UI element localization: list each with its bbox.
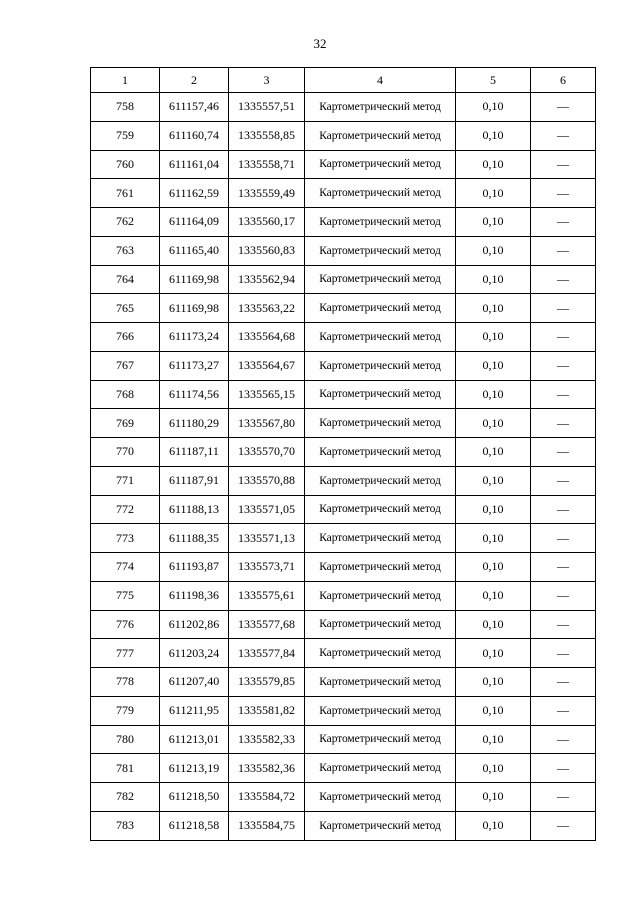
point-number-cell: 771 <box>91 466 160 495</box>
accuracy-cell: 0,10 <box>456 783 531 812</box>
y-coordinate-cell: 1335582,36 <box>229 754 305 783</box>
table-header <box>91 68 596 93</box>
description-cell: — <box>531 265 596 294</box>
description-cell: — <box>531 380 596 409</box>
point-number-cell: 764 <box>91 265 160 294</box>
table-row <box>91 495 596 524</box>
table-row <box>91 409 596 438</box>
table-row <box>91 466 596 495</box>
table-row <box>91 236 596 265</box>
x-coordinate-cell: 611157,46 <box>160 93 229 122</box>
y-coordinate-cell: 1335560,83 <box>229 236 305 265</box>
description-cell: — <box>531 495 596 524</box>
description-cell: — <box>531 725 596 754</box>
description-cell: — <box>531 581 596 610</box>
description-cell: — <box>531 524 596 553</box>
point-number-cell: 774 <box>91 553 160 582</box>
accuracy-cell: 0,10 <box>456 725 531 754</box>
point-number-cell: 758 <box>91 93 160 122</box>
point-number-cell: 782 <box>91 783 160 812</box>
x-coordinate-cell: 611187,91 <box>160 466 229 495</box>
description-cell: — <box>531 639 596 668</box>
accuracy-cell: 0,10 <box>456 150 531 179</box>
point-number-cell: 775 <box>91 581 160 610</box>
x-coordinate-cell: 611213,01 <box>160 725 229 754</box>
accuracy-cell: 0,10 <box>456 236 531 265</box>
accuracy-cell: 0,10 <box>456 610 531 639</box>
accuracy-cell: 0,10 <box>456 581 531 610</box>
description-cell: — <box>531 294 596 323</box>
method-cell: Картометрический метод <box>305 265 456 294</box>
point-number-cell: 769 <box>91 409 160 438</box>
accuracy-cell: 0,10 <box>456 409 531 438</box>
table-row <box>91 150 596 179</box>
description-cell: — <box>531 179 596 208</box>
y-coordinate-cell: 1335564,68 <box>229 323 305 352</box>
method-cell: Картометрический метод <box>305 93 456 122</box>
y-coordinate-cell: 1335581,82 <box>229 696 305 725</box>
x-coordinate-cell: 611207,40 <box>160 668 229 697</box>
method-cell: Картометрический метод <box>305 150 456 179</box>
y-coordinate-cell: 1335577,68 <box>229 610 305 639</box>
table-row <box>91 524 596 553</box>
coordinates-table <box>90 67 596 841</box>
method-cell: Картометрический метод <box>305 495 456 524</box>
x-coordinate-cell: 611202,86 <box>160 610 229 639</box>
method-cell: Картометрический метод <box>305 610 456 639</box>
method-cell: Картометрический метод <box>305 639 456 668</box>
table-row <box>91 294 596 323</box>
column-header-3: 3 <box>229 68 305 93</box>
description-cell: — <box>531 783 596 812</box>
column-header-2: 2 <box>160 68 229 93</box>
description-cell: — <box>531 323 596 352</box>
column-header-6: 6 <box>531 68 596 93</box>
method-cell: Картометрический метод <box>305 668 456 697</box>
y-coordinate-cell: 1335584,75 <box>229 811 305 840</box>
y-coordinate-cell: 1335558,71 <box>229 150 305 179</box>
accuracy-cell: 0,10 <box>456 294 531 323</box>
method-cell: Картометрический метод <box>305 121 456 150</box>
accuracy-cell: 0,10 <box>456 668 531 697</box>
point-number-cell: 762 <box>91 208 160 237</box>
column-header-1: 1 <box>91 68 160 93</box>
y-coordinate-cell: 1335571,13 <box>229 524 305 553</box>
table-row <box>91 610 596 639</box>
accuracy-cell: 0,10 <box>456 524 531 553</box>
description-cell: — <box>531 438 596 467</box>
x-coordinate-cell: 611198,36 <box>160 581 229 610</box>
y-coordinate-cell: 1335582,33 <box>229 725 305 754</box>
method-cell: Картометрический метод <box>305 208 456 237</box>
accuracy-cell: 0,10 <box>456 93 531 122</box>
header-row <box>91 68 596 93</box>
accuracy-cell: 0,10 <box>456 466 531 495</box>
point-number-cell: 776 <box>91 610 160 639</box>
x-coordinate-cell: 611173,27 <box>160 351 229 380</box>
point-number-cell: 770 <box>91 438 160 467</box>
table-row <box>91 668 596 697</box>
method-cell: Картометрический метод <box>305 380 456 409</box>
point-number-cell: 779 <box>91 696 160 725</box>
description-cell: — <box>531 668 596 697</box>
page-number: 32 <box>313 36 327 51</box>
x-coordinate-cell: 611174,56 <box>160 380 229 409</box>
y-coordinate-cell: 1335571,05 <box>229 495 305 524</box>
table-row <box>91 725 596 754</box>
x-coordinate-cell: 611188,35 <box>160 524 229 553</box>
x-coordinate-cell: 611188,13 <box>160 495 229 524</box>
method-cell: Картометрический метод <box>305 179 456 208</box>
method-cell: Картометрический метод <box>305 438 456 467</box>
accuracy-cell: 0,10 <box>456 121 531 150</box>
description-cell: — <box>531 409 596 438</box>
accuracy-cell: 0,10 <box>456 696 531 725</box>
method-cell: Картометрический метод <box>305 524 456 553</box>
x-coordinate-cell: 611187,11 <box>160 438 229 467</box>
description-cell: — <box>531 351 596 380</box>
x-coordinate-cell: 611169,98 <box>160 294 229 323</box>
method-cell: Картометрический метод <box>305 553 456 582</box>
point-number-cell: 759 <box>91 121 160 150</box>
method-cell: Картометрический метод <box>305 323 456 352</box>
table-body <box>91 93 596 841</box>
table-row <box>91 323 596 352</box>
table-row <box>91 265 596 294</box>
accuracy-cell: 0,10 <box>456 553 531 582</box>
table-row <box>91 696 596 725</box>
x-coordinate-cell: 611161,04 <box>160 150 229 179</box>
point-number-cell: 773 <box>91 524 160 553</box>
accuracy-cell: 0,10 <box>456 495 531 524</box>
y-coordinate-cell: 1335579,85 <box>229 668 305 697</box>
point-number-cell: 781 <box>91 754 160 783</box>
description-cell: — <box>531 208 596 237</box>
y-coordinate-cell: 1335570,70 <box>229 438 305 467</box>
point-number-cell: 778 <box>91 668 160 697</box>
x-coordinate-cell: 611165,40 <box>160 236 229 265</box>
y-coordinate-cell: 1335560,17 <box>229 208 305 237</box>
y-coordinate-cell: 1335563,22 <box>229 294 305 323</box>
point-number-cell: 761 <box>91 179 160 208</box>
column-header-5: 5 <box>456 68 531 93</box>
accuracy-cell: 0,10 <box>456 323 531 352</box>
accuracy-cell: 0,10 <box>456 179 531 208</box>
table-row <box>91 179 596 208</box>
x-coordinate-cell: 611213,19 <box>160 754 229 783</box>
point-number-cell: 767 <box>91 351 160 380</box>
accuracy-cell: 0,10 <box>456 639 531 668</box>
description-cell: — <box>531 150 596 179</box>
accuracy-cell: 0,10 <box>456 265 531 294</box>
accuracy-cell: 0,10 <box>456 754 531 783</box>
method-cell: Картометрический метод <box>305 294 456 323</box>
y-coordinate-cell: 1335559,49 <box>229 179 305 208</box>
table-row <box>91 639 596 668</box>
description-cell: — <box>531 93 596 122</box>
method-cell: Картометрический метод <box>305 409 456 438</box>
table-row <box>91 121 596 150</box>
x-coordinate-cell: 611218,58 <box>160 811 229 840</box>
y-coordinate-cell: 1335562,94 <box>229 265 305 294</box>
description-cell: — <box>531 811 596 840</box>
table-row <box>91 811 596 840</box>
method-cell: Картометрический метод <box>305 351 456 380</box>
point-number-cell: 766 <box>91 323 160 352</box>
method-cell: Картометрический метод <box>305 236 456 265</box>
method-cell: Картометрический метод <box>305 725 456 754</box>
point-number-cell: 772 <box>91 495 160 524</box>
point-number-cell: 760 <box>91 150 160 179</box>
table-row <box>91 754 596 783</box>
description-cell: — <box>531 553 596 582</box>
y-coordinate-cell: 1335577,84 <box>229 639 305 668</box>
point-number-cell: 768 <box>91 380 160 409</box>
description-cell: — <box>531 121 596 150</box>
accuracy-cell: 0,10 <box>456 438 531 467</box>
table-row <box>91 553 596 582</box>
y-coordinate-cell: 1335557,51 <box>229 93 305 122</box>
description-cell: — <box>531 754 596 783</box>
y-coordinate-cell: 1335575,61 <box>229 581 305 610</box>
y-coordinate-cell: 1335584,72 <box>229 783 305 812</box>
x-coordinate-cell: 611203,24 <box>160 639 229 668</box>
accuracy-cell: 0,10 <box>456 380 531 409</box>
method-cell: Картометрический метод <box>305 581 456 610</box>
x-coordinate-cell: 611162,59 <box>160 179 229 208</box>
table-row <box>91 208 596 237</box>
x-coordinate-cell: 611180,29 <box>160 409 229 438</box>
table-row <box>91 581 596 610</box>
description-cell: — <box>531 466 596 495</box>
y-coordinate-cell: 1335573,71 <box>229 553 305 582</box>
y-coordinate-cell: 1335567,80 <box>229 409 305 438</box>
x-coordinate-cell: 611193,87 <box>160 553 229 582</box>
x-coordinate-cell: 611218,50 <box>160 783 229 812</box>
method-cell: Картометрический метод <box>305 696 456 725</box>
point-number-cell: 780 <box>91 725 160 754</box>
x-coordinate-cell: 611173,24 <box>160 323 229 352</box>
y-coordinate-cell: 1335558,85 <box>229 121 305 150</box>
y-coordinate-cell: 1335565,15 <box>229 380 305 409</box>
x-coordinate-cell: 611169,98 <box>160 265 229 294</box>
y-coordinate-cell: 1335564,67 <box>229 351 305 380</box>
x-coordinate-cell: 611160,74 <box>160 121 229 150</box>
point-number-cell: 777 <box>91 639 160 668</box>
table-row <box>91 783 596 812</box>
table-row <box>91 380 596 409</box>
y-coordinate-cell: 1335570,88 <box>229 466 305 495</box>
method-cell: Картометрический метод <box>305 783 456 812</box>
point-number-cell: 763 <box>91 236 160 265</box>
point-number-cell: 765 <box>91 294 160 323</box>
column-header-4: 4 <box>305 68 456 93</box>
table-row <box>91 351 596 380</box>
method-cell: Картометрический метод <box>305 466 456 495</box>
accuracy-cell: 0,10 <box>456 811 531 840</box>
description-cell: — <box>531 696 596 725</box>
accuracy-cell: 0,10 <box>456 208 531 237</box>
x-coordinate-cell: 611164,09 <box>160 208 229 237</box>
x-coordinate-cell: 611211,95 <box>160 696 229 725</box>
method-cell: Картометрический метод <box>305 811 456 840</box>
table-row <box>91 438 596 467</box>
method-cell: Картометрический метод <box>305 754 456 783</box>
table-row <box>91 93 596 122</box>
point-number-cell: 783 <box>91 811 160 840</box>
description-cell: — <box>531 236 596 265</box>
accuracy-cell: 0,10 <box>456 351 531 380</box>
description-cell: — <box>531 610 596 639</box>
